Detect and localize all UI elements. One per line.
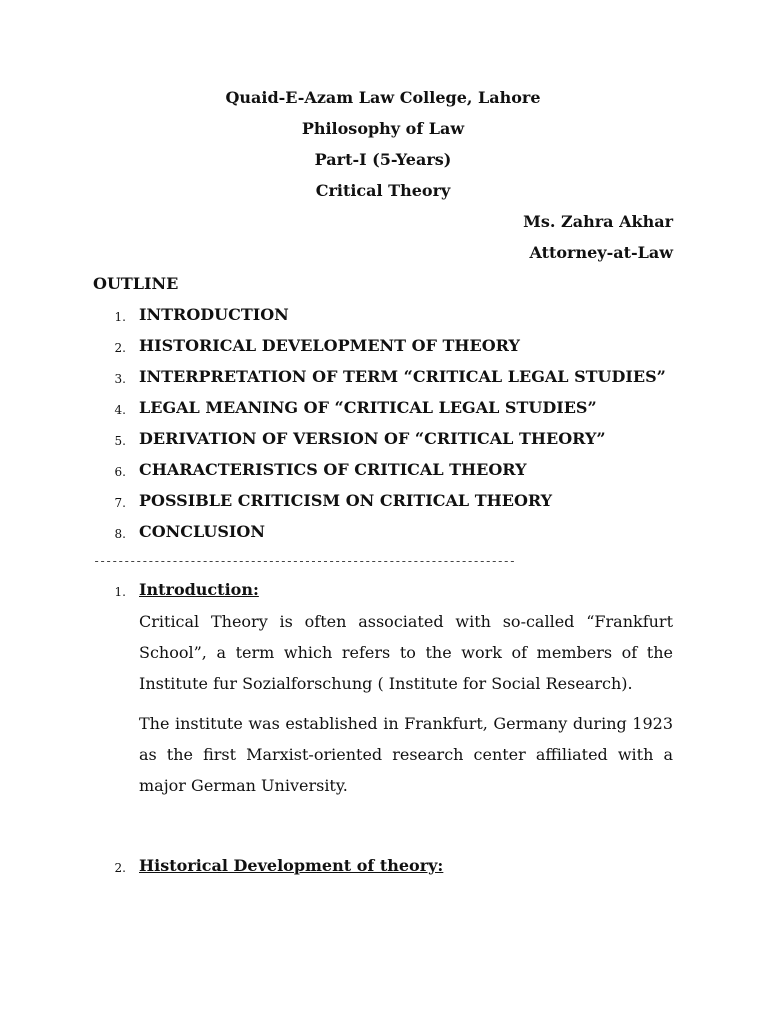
outline-item: CONCLUSION	[139, 522, 265, 541]
paragraph: Critical Theory is often associated with so-called “Frankfurt School”, a term which refers to the work of members of the Institute fur Sozialforschung ( Institute for Social Research).	[139, 612, 673, 693]
outline-item: CHARACTERISTICS OF CRITICAL THEORY	[139, 460, 527, 479]
college-name: Quaid-E-Azam Law College, Lahore	[225, 88, 541, 107]
outline-number: 2.	[114, 341, 126, 355]
outline-title: OUTLINE	[93, 274, 179, 293]
section-heading-introduction: Introduction:	[139, 580, 259, 599]
author-title: Attorney-at-Law	[529, 243, 673, 262]
outline-item: INTRODUCTION	[139, 305, 289, 324]
outline-number: 4.	[114, 403, 126, 417]
section-heading-historical-development: Historical Development of theory:	[139, 856, 444, 875]
outline-item: POSSIBLE CRITICISM ON CRITICAL THEORY	[139, 491, 553, 510]
author-name: Ms. Zahra Akhar	[523, 212, 673, 231]
section-number: 1.	[114, 585, 126, 599]
part-title: Part-I (5-Years)	[314, 150, 452, 169]
outline-item: LEGAL MEANING OF “CRITICAL LEGAL STUDIES”	[139, 398, 597, 417]
outline-number: 6.	[114, 465, 126, 479]
outline-item: HISTORICAL DEVELOPMENT OF THEORY	[139, 336, 520, 355]
outline-item: DERIVATION OF VERSION OF “CRITICAL THEORY”	[139, 429, 606, 448]
outline-number: 5.	[114, 434, 126, 448]
topic-title: Critical Theory	[315, 181, 451, 200]
section-number: 2.	[114, 861, 126, 875]
paragraph: The institute was established in Frankfurt, Germany during 1923 as the first Marxist-oriented research center affiliated with a major German University.	[139, 714, 673, 795]
outline-item: INTERPRETATION OF TERM “CRITICAL LEGAL STUDIES”	[139, 367, 666, 386]
outline-number: 7.	[114, 496, 126, 510]
outline-number: 1.	[114, 310, 126, 324]
outline-number: 8.	[114, 527, 126, 541]
dashed-divider: ----------------------------------------------------------------------	[93, 554, 515, 568]
subject-title: Philosophy of Law	[301, 119, 465, 138]
outline-number: 3.	[114, 372, 126, 386]
